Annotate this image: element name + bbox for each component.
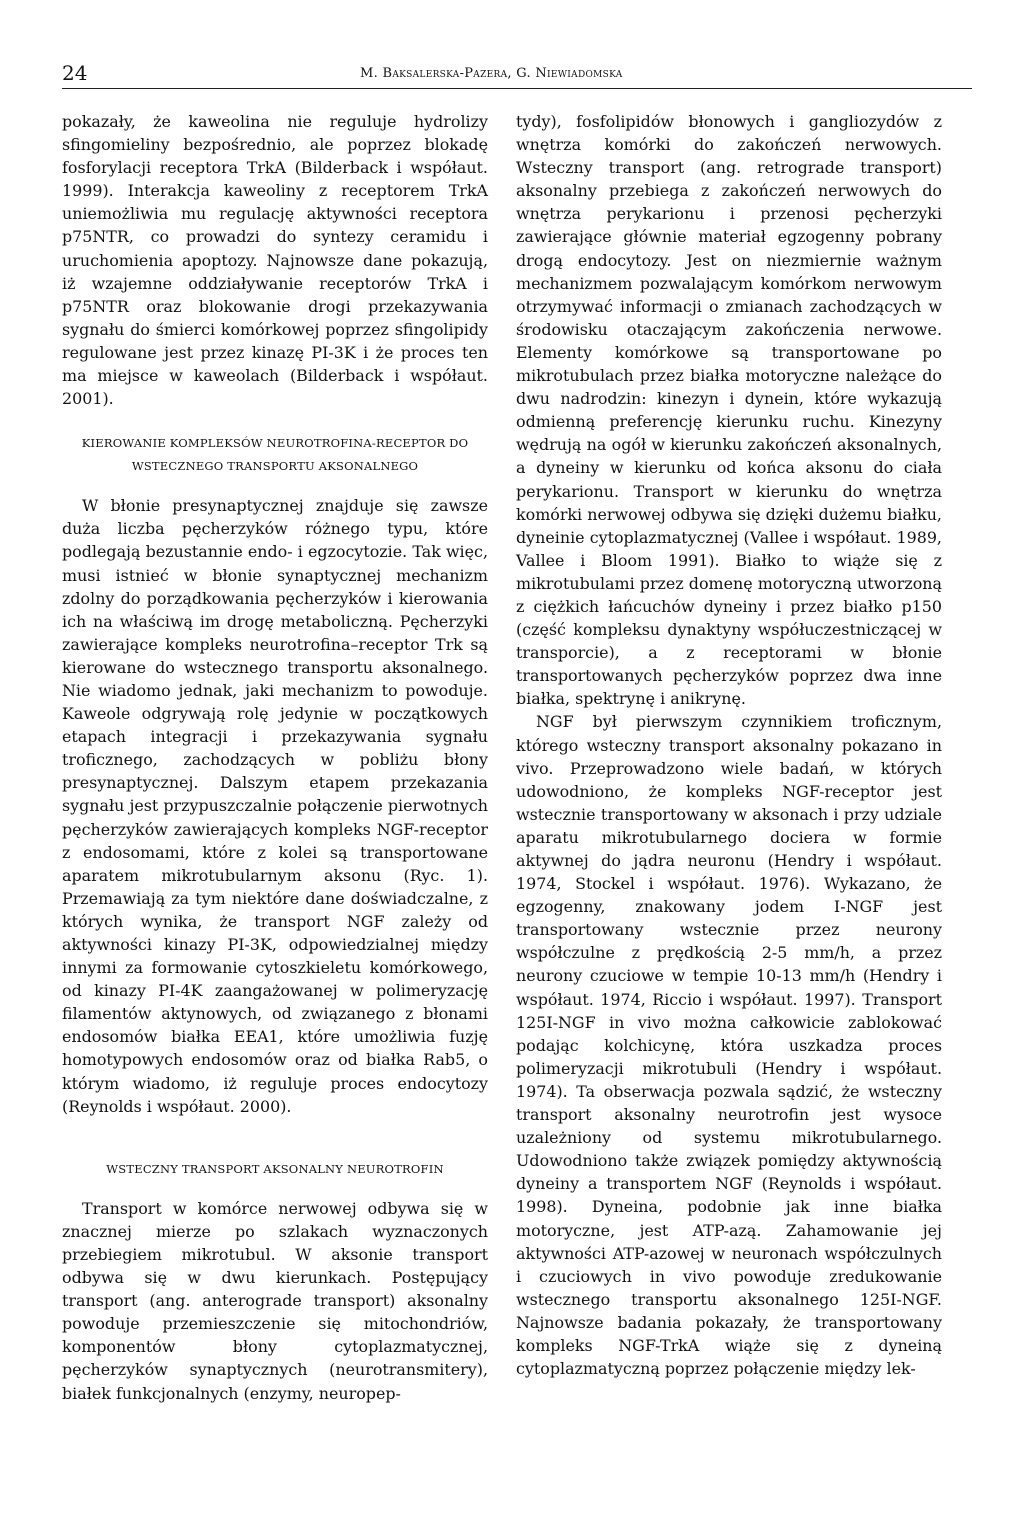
section-heading: WSTECZNY TRANSPORT AKSONALNY NEUROTROFIN — [106, 1161, 444, 1176]
running-head-authors: M. Baksalerska-Pazera, G. Niewiadomska — [360, 66, 623, 81]
paragraph: pokazały, że kaweolina nie reguluje hydrolizy sfingomieliny bezpośrednio, ale poprzez blokadę fosforylacji receptora TrkA (Bilderback i współaut. 1999). Interakcja kaweoliny z receptorem TrkA uniemożliwia mu regulację aktywności receptora p75NTR, co prowadzi do syntezy ceramidu i uruchomienia apoptozy. Najnowsze dane pokazują, iż wzajemne oddziaływanie receptorów TrkA i p75NTR oraz blokowanie drogi przekazywania sygnału do śmierci komórkowej poprzez sfingolipidy regulowane jest przez kinazę PI-3K i że proces ten ma miejsce w kaweolach (Bilderback i współaut. 2001). — [62, 112, 488, 409]
paragraph: tydy), fosfolipidów błonowych i gangliozydów z wnętrza komórki do zakończeń nerwowych. Wsteczny transport (ang. retrograde transport) aksonalny przebiega z zakończeń nerwowych do wnętrza perykarionu i przenosi pęcherzyki zawierające głównie materiał egzogenny pobrany drogą endocytozy. Jest on niezmiernie ważnym mechanizmem pozwalającym komórkom nerwowym otrzymywać informacji o zmianach zachodzących w środowisku otaczającym zakończenia nerwowe. Elementy komórkowe są transportowane po mikrotubulach przez białka motoryczne należące do dwu nadrodzin: kinezyn i dynein, które wykazują odmienną preferencję kierunku ruchu. Kinezyny wędrują na ogół w kierunku zakończeń aksonalnych, a dyneiny w kierunku od końca aksonu do ciała perykarionu. Transport w kierunku do wnętrza komórki nerwowej odbywa się dzięki dużemu białku, dyneinie cytoplazmatycznej (Vallee i współaut. 1989, Vallee i Bloom 1991). Białko to wiąże się z mikrotubulami przez domenę motoryczną utworzoną z ciężkich łańcuchów dyneiny i przez białko p150 (część kompleksu dynaktyny współuczestniczącej w transporcie), a z receptorami w błonie transportowanych pęcherzyków poprzez dwa inne białka, spektrynę i anikrynę. — [516, 112, 942, 709]
paragraph: NGF był pierwszym czynnikiem troficznym, którego wsteczny transport aksonalny pokazano in vivo. Przeprowadzono wiele badań, w których udowodniono, że kompleks NGF-receptor jest wstecznie transportowany w aksonach i przy udziale aparatu mikrotubularnego dociera w formie aktywnej do jądra neuronu (Hendry i współaut. 1974, Stockel i współaut. 1976). Wykazano, że egzogenny, znakowany jodem I-NGF jest transportowany wstecznie przez neurony współczulne z prędkością 2-5 mm/h, a przez neurony czuciowe w tempie 10-13 mm/h (Hendry i współaut. 1974, Riccio i współaut. 1997). Transport 125I-NGF in vivo można całkowicie zablokować podając kolchicynę, która uszkadza proces polimeryzacji mikrotubuli (Hendry i współaut. 1974). Ta obserwacja pozwala sądzić, że wsteczny transport aksonalny neurotrofin jest wysoce uzależniony od systemu mikrotubularnego. Udowodniono także związek pomiędzy aktywnością dyneiny a transportem NGF (Reynolds i współaut. 1998). Dyneina, podobnie jak inne białka motoryczne, jest ATP-azą. Zahamowanie jej aktywności ATP-azowej w neuronach współczulnych i czuciowych in vivo powoduje zredukowanie wstecznego transportu aksonalnego 125I-NGF. Najnowsze badania pokazały, że transportowany kompleks NGF-TrkA wiąże się z dyneiną cytoplazmatyczną poprzez połączenie między lek- — [516, 712, 942, 1379]
section-heading: KIEROWANIE KOMPLEKSÓW NEUROTROFINA-RECEPTOR DO — [81, 436, 469, 451]
page-number: 24 — [62, 61, 88, 85]
paragraph: Transport w komórce nerwowej odbywa się w znacznej mierze po szlakach wyznaczonych przebiegiem mikrotubul. W aksonie transport odbywa się w dwu kierunkach. Postępujący transport (ang. anterograde transport) aksonalny powoduje przemieszczenie się mitochondriów, komponentów błony cytoplazmatycznej, pęcherzyków synaptycznych (neurotransmitery), białek funkcjonalnych (enzymy, neuropep- — [62, 1198, 488, 1403]
left-column — [62, 110, 488, 1405]
right-column — [516, 110, 942, 1380]
paragraph: W błonie presynaptycznej znajduje się zawsze duża liczba pęcherzyków różnego typu, które podlegają bezustannie endo- i egzocytozie. Tak więc, musi istnieć w błonie synaptycznej mechanizm zdolny do porządkowania pęcherzyków i kierowania ich na właściwą im drogę metaboliczną. Pęcherzyki zawierające kompleks neurotrofina–receptor Trk są kierowane do wstecznego transportu aksonalnego. Nie wiadomo jednak, jaki mechanizm to powoduje. Kaweole odgrywają rolę jedynie w początkowych etapach integracji i przekazywania sygnału troficznego, zachodzących w pobliżu błony presynaptycznej. Dalszym etapem przekazania sygnału jest przypuszczalnie połączenie pierwotnych pęcherzyków zawierających kompleks NGF-receptor z endosomami, które z kolei są transportowane aparatem mikrotubularnym aksonu (Ryc. 1). Przemawiają za tym niektóre dane doświadczalne, z których wynika, że transport NGF zależy od aktywności kinazy PI-3K, odpowiedzialnej między innymi za formowanie cytoszkieletu komórkowego, od kinazy PI-4K zaangażowanej w polimeryzację filamentów aktynowych, od związanego z błonami endosomów białka EEA1, które umożliwia fuzję homotypowych endosomów oraz od białka Rab5, o którym wiadomo, iż reguluje proces endocytozy (Reynolds i współaut. 2000). — [62, 496, 488, 1116]
page-header — [62, 62, 972, 89]
section-heading: WSTECZNEGO TRANSPORTU AKSONALNEGO — [131, 459, 419, 474]
